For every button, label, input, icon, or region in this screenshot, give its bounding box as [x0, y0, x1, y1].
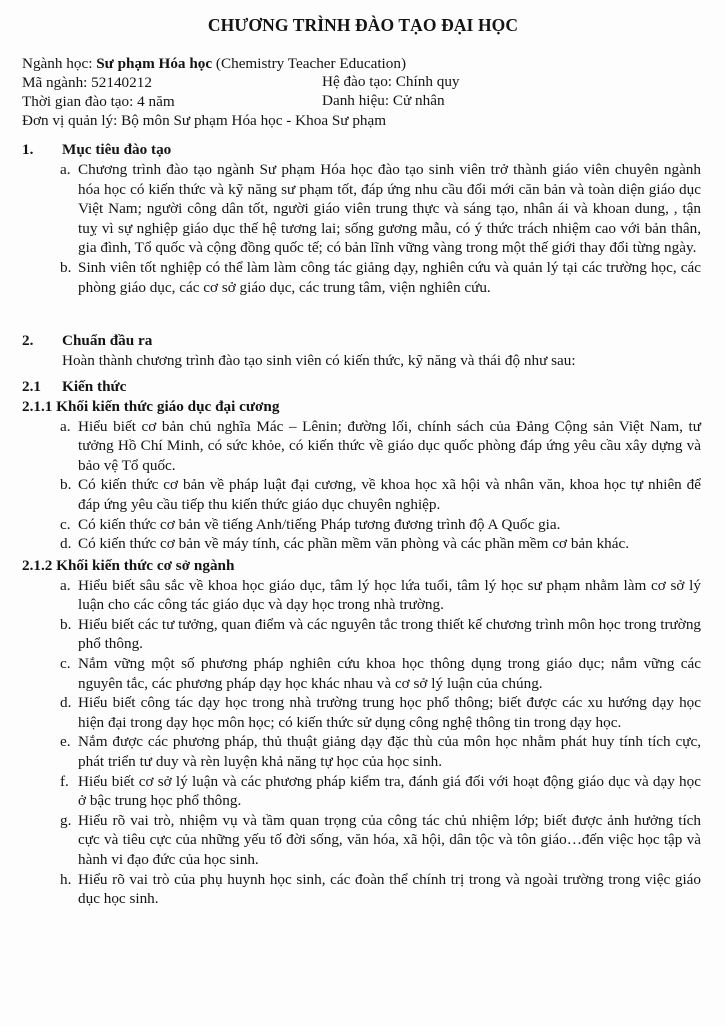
section-heading	[22, 140, 712, 160]
list-item	[22, 693, 701, 732]
section-heading	[22, 377, 712, 397]
item-text: Hiểu biết cơ sở lý luận và các phương pháp kiểm tra, đánh giá đối với hoạt động giáo dục và dạy học ở bậc trung học phổ thông.	[78, 772, 701, 810]
subsection-title: 2.1.2 Khối kiến thức cơ sở ngành	[22, 557, 235, 574]
list-item	[22, 811, 701, 870]
item-marker: b.	[60, 615, 72, 633]
list-item	[22, 615, 701, 654]
section-intro: Hoàn thành chương trình đào tạo sinh viên có kiến thức, kỹ năng và thái độ như sau:	[62, 352, 576, 369]
item-text: Hiểu rõ vai trò, nhiệm vụ và tầm quan trọng của công tác chủ nhiệm lớp; biết được ảnh hưởng tích cực và tiêu cực của những yếu tố đời sống, văn hóa, xã hội, dân tộc và tôn giáo…đến việc học tập và hành vi đạo đức của học sinh.	[78, 811, 701, 868]
item-text: Có kiến thức cơ bản về máy tính, các phần mềm văn phòng và các phần mềm cơ bản khác.	[78, 535, 630, 553]
section-heading	[22, 331, 712, 351]
item-text: Nắm được các phương pháp, thủ thuật giảng dạy đặc thù của môn học nhằm phát huy tính tích cực, phát triển tư duy và rèn luyện khả năng tự học của học sinh.	[78, 733, 701, 770]
item-text: Hiểu biết sâu sắc về khoa học giáo dục, tâm lý học lứa tuổi, tâm lý học sư phạm nhằm làm cơ sở lý luận cho các công tác giáo dục và dạy học trong nhà trường.	[78, 576, 701, 614]
document-title: CHƯƠNG TRÌNH ĐÀO TẠO ĐẠI HỌC	[207, 15, 519, 35]
managing-unit: Đơn vị quản lý: Bộ môn Sư phạm Hóa học - Khoa Sư phạm	[22, 112, 387, 129]
item-marker: c.	[60, 654, 71, 672]
list-item	[22, 515, 701, 535]
section-core-knowledge	[22, 556, 712, 909]
section-number: 2.1	[22, 378, 41, 395]
item-marker: a.	[60, 161, 71, 178]
item-text: Hiểu biết các tư tưởng, quan điểm và các nguyên tắc trong thiết kế chương trình môn học trong trường phổ thông.	[78, 615, 702, 653]
list-item	[22, 772, 701, 811]
degree-title: Danh hiệu: Cử nhân	[322, 92, 445, 109]
item-text: Có kiến thức cơ bản về pháp luật đại cương, về khoa học xã hội và nhân văn, khoa học tự nhiên để đáp ứng yêu cầu tiếp thu kiến thức giáo dục chuyên nghiệp.	[78, 476, 701, 513]
section-number: 2.	[22, 332, 34, 349]
item-marker: d.	[60, 535, 72, 553]
item-marker: e.	[60, 733, 71, 751]
section-title: Mục tiêu đào tạo	[62, 141, 172, 158]
item-marker: a.	[60, 576, 71, 594]
section-knowledge	[22, 377, 712, 397]
item-marker: g.	[60, 811, 72, 829]
section-title: Chuẩn đầu ra	[62, 332, 153, 349]
list-item	[22, 870, 701, 909]
major-english: (Chemistry Teacher Education)	[212, 55, 407, 72]
training-duration: Thời gian đào tạo: 4 năm	[22, 93, 175, 110]
item-text: Có kiến thức cơ bản về tiếng Anh/tiếng Pháp tương đương trình độ A Quốc gia.	[78, 515, 561, 533]
item-marker: c.	[60, 515, 71, 533]
section-number: 1.	[22, 141, 34, 158]
list-item	[22, 160, 701, 258]
item-text: Hiểu biết công tác dạy học trong nhà trường trung học phổ thông; biết được các xu hướng dạy học hiện đại trong dạy học môn học; có kiến thức sử dụng công nghệ thông tin trong dạy học.	[78, 694, 701, 731]
major-code: Mã ngành: 52140212	[22, 74, 152, 91]
major-line	[22, 54, 406, 73]
major-value: Sư phạm Hóa học	[96, 55, 213, 72]
item-text: Sinh viên tốt nghiệp có thể làm làm công tác giảng dạy, nghiên cứu và quản lý tại các trường học, các phòng giáo dục, các cơ sở giáo dục, các trung tâm, viện nghiên cứu.	[78, 258, 701, 296]
list-item	[22, 258, 701, 297]
section-general-knowledge	[22, 397, 712, 554]
item-marker: a.	[60, 417, 71, 435]
item-marker: d.	[60, 694, 72, 712]
section-learning-outcomes	[22, 331, 712, 371]
subsection-title: 2.1.1 Khối kiến thức giáo dục đại cương	[22, 398, 280, 415]
list-item	[22, 534, 701, 554]
item-marker: f.	[60, 772, 69, 790]
item-marker: h.	[60, 870, 72, 888]
item-text: Nắm vững một số phương pháp nghiên cứu khoa học thông dụng trong giáo dục; nắm vững các nguyên tắc, các phương pháp dạy học khác nhau và cơ sở lý luận của chúng.	[78, 654, 701, 692]
training-mode: Hệ đào tạo: Chính quy	[322, 73, 460, 90]
list-item	[22, 576, 701, 615]
list-item	[22, 654, 701, 693]
section-objectives	[22, 140, 712, 297]
major-label: Ngành học:	[22, 55, 97, 72]
item-marker: b.	[60, 258, 72, 276]
list-item	[22, 417, 701, 476]
item-marker: b.	[60, 476, 72, 494]
item-text: Hiểu biết cơ bản chủ nghĩa Mác – Lênin; đường lối, chính sách của Đảng Cộng sản Việt Nam, tư tưởng Hồ Chí Minh, có sức khỏe, có kiến thức về giáo dục quốc phòng đáp ứng yêu cầu xây dựng và bảo vệ Tổ quốc.	[78, 417, 701, 474]
list-item	[22, 475, 701, 514]
list-item	[22, 732, 701, 771]
item-text: Hiểu rõ vai trò của phụ huynh học sinh, các đoàn thể chính trị trong và ngoài trường trong việc giáo dục học sinh.	[78, 870, 701, 908]
section-title: Kiến thức	[62, 378, 127, 395]
item-text: Chương trình đào tạo ngành Sư phạm Hóa học đào tạo sinh viên trở thành giáo viên chuyên ngành hóa học có kiến thức và kỹ năng sư phạm tốt, đáp ứng nhu cầu đổi mới căn bản và toàn diện giáo dục Việt Nam; người công dân tốt, người giáo viên trung thực và sáng tạo, nhân ái và khoan dung, , tận tuỵ vì sự nghiệp giáo dục thế hệ tương lai; sống gương mẫu, có ý thức trách nhiệm cao với bản thân, gia đình, Tổ quốc và cộng đồng quốc tế; có bản lĩnh vững vàng trong một thế giới thay đổi từng ngày.	[78, 161, 701, 257]
